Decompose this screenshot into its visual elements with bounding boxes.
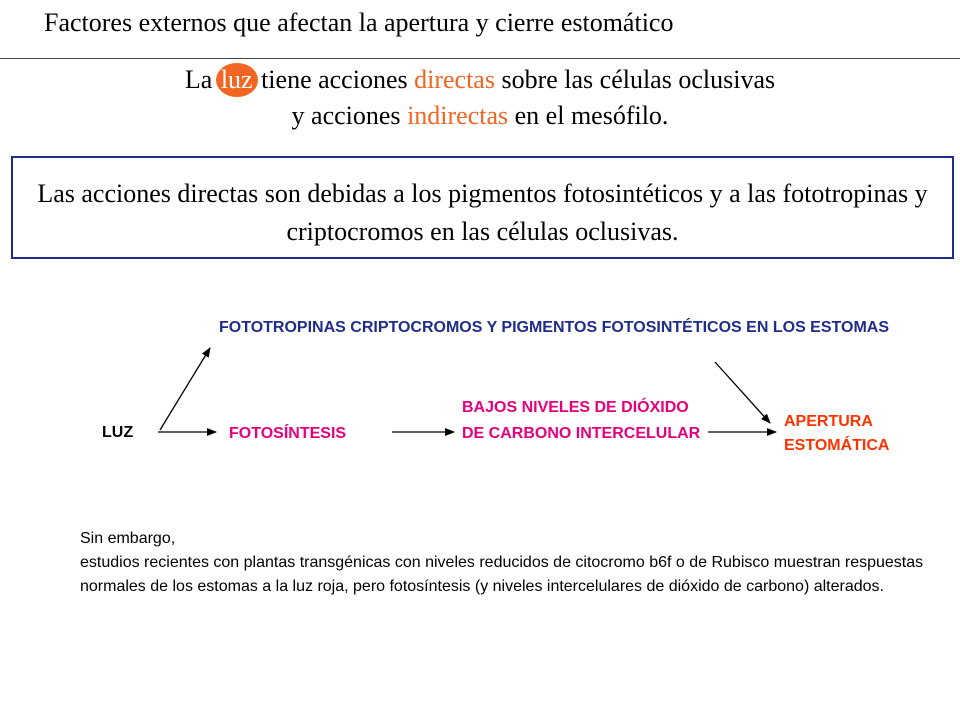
intro-line2-prefix: y acciones bbox=[291, 101, 401, 130]
apertura-label: APERTURA ESTOMÁTICA bbox=[784, 413, 890, 454]
luz-word: luz bbox=[220, 65, 253, 94]
bajos-niveles-label: BAJOS NIVELES DE DIÓXIDO DE CARBONO INTERCELULAR bbox=[462, 399, 701, 442]
indirectas-word: indirectas bbox=[407, 101, 509, 130]
intro-prefix: La bbox=[184, 65, 213, 94]
luz-label: LUZ bbox=[102, 424, 134, 441]
arrow-fototropinas-to-apertura bbox=[715, 362, 770, 423]
luz-highlight bbox=[219, 62, 255, 98]
note-text bbox=[80, 527, 940, 599]
fototropinas-label: FOTOTROPINAS CRIPTOCROMOS Y PIGMENTOS FOTOSINTÉTICOS EN LOS ESTOMAS bbox=[219, 319, 890, 336]
definition-text: Las acciones directas son debidas a los pigmentos fotosintéticos y a las fototropinas y criptocromos en las células oclusivas. bbox=[37, 179, 928, 246]
fotosintesis-label: FOTOSÍNTESIS bbox=[229, 425, 347, 442]
directas-word: directas bbox=[414, 65, 495, 94]
page-title: Factores externos que afectan la apertura y cierre estomático bbox=[44, 8, 674, 37]
intro-line2-suffix: en el mesófilo. bbox=[514, 101, 669, 130]
note-line2: estudios recientes con plantas transgénicas con niveles reducidos de citocromo b6f o de Rubisco muestran respuestas normales de los estomas a la luz roja, pero fotosíntesis (y niveles intercelulares de dióxido de carbono) alterados. bbox=[80, 554, 924, 595]
arrow-luz-to-fototropinas bbox=[160, 348, 210, 430]
intro-mid: tiene acciones bbox=[261, 65, 408, 94]
intro-line1-suffix: sobre las células oclusivas bbox=[501, 65, 776, 94]
note-line1: Sin embargo, bbox=[80, 530, 176, 547]
